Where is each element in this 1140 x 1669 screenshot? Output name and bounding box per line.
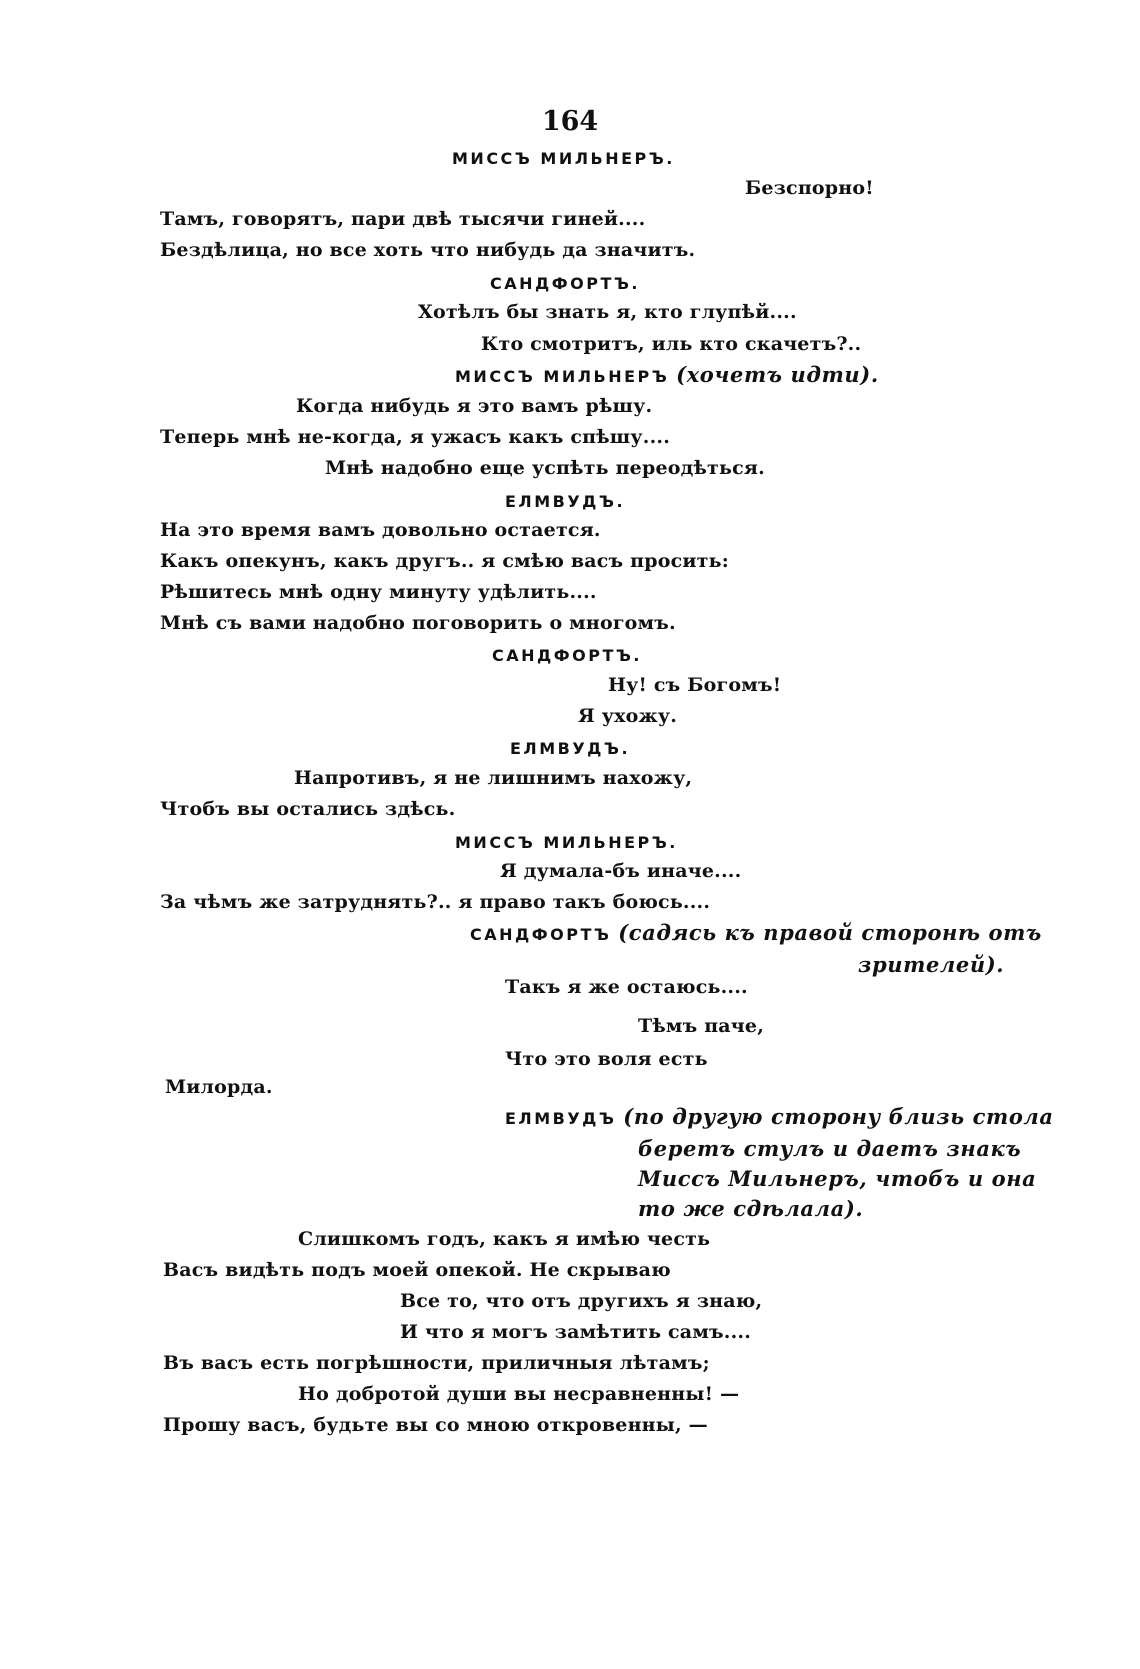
speaker-name: ЕЛМВУДЪ. <box>505 492 626 511</box>
verse-line: Хотѣлъ бы знать я, кто глупѣй.... <box>418 301 797 323</box>
verse-line: Когда нибудь я это вамъ рѣшу. <box>296 395 653 417</box>
verse-line: Мнѣ надобно еще успѣть переодѣться. <box>325 457 765 479</box>
speaker-name: САНДФОРТЪ <box>470 925 612 944</box>
verse-line: Въ васъ есть погрѣшности, приличныя лѣтамъ; <box>163 1352 710 1374</box>
verse-line: Бездѣлица, но все хоть что нибудь да значитъ. <box>160 239 696 261</box>
verse-line: Но добротой души вы несравненны! — <box>298 1383 740 1405</box>
stage-direction: беретъ стулъ и даетъ знакъ <box>638 1136 1022 1161</box>
verse-line: На это время вамъ довольно остается. <box>160 519 601 541</box>
stage-direction: Миссъ Мильнеръ, чтобъ и она <box>638 1166 1037 1191</box>
speaker-name: МИССЪ МИЛЬНЕРЪ. <box>452 149 675 168</box>
verse-line: Безспорно! <box>745 177 874 199</box>
speaker-name: ЕЛМВУДЪ. <box>510 739 631 758</box>
speaker-name: САНДФОРТЪ. <box>492 646 642 665</box>
verse-line: Тѣмъ паче, <box>638 1015 765 1037</box>
verse-line: Такъ я же остаюсь.... <box>505 976 748 998</box>
verse-line: Я думала-бъ иначе.... <box>500 860 742 882</box>
stage-direction: то же сдѣлала). <box>638 1196 864 1221</box>
verse-line: Я ухожу. <box>578 705 678 727</box>
stage-direction: (хочетъ идти). <box>676 362 879 387</box>
verse-line: Милорда. <box>165 1076 273 1098</box>
speaker-name: ЕЛМВУДЪ <box>505 1109 617 1128</box>
verse-line: Все то, что отъ другихъ я знаю, <box>400 1290 763 1312</box>
verse-line: Что это воля есть <box>505 1048 708 1070</box>
stage-direction: (садясь къ правой сторонѣ отъ <box>618 920 1042 945</box>
verse-line: Прошу васъ, будьте вы со мною откровенны, — <box>163 1414 708 1436</box>
page-number: 164 <box>541 106 599 137</box>
speaker-line <box>455 363 879 389</box>
verse-line: Рѣшитесь мнѣ одну минуту удѣлить.... <box>160 581 597 603</box>
verse-line: Напротивъ, я не лишнимъ нахожу, <box>294 767 693 789</box>
speaker-line <box>505 1105 1054 1131</box>
verse-line: И что я могъ замѣтить самъ.... <box>400 1321 752 1343</box>
verse-line: Мнѣ съ вами надобно поговорить о многомъ. <box>160 612 676 634</box>
speaker-line <box>470 921 1042 947</box>
verse-line: Кто смотритъ, иль кто скачетъ?.. <box>481 333 862 355</box>
stage-direction: (по другую сторону близь стола <box>623 1104 1054 1129</box>
verse-line: Чтобъ вы остались здѣсь. <box>160 798 456 820</box>
speaker-name: МИССЪ МИЛЬНЕРЪ. <box>455 833 678 852</box>
verse-line: Васъ видѣть подъ моей опекой. Не скрываю <box>163 1259 671 1281</box>
verse-line: Слишкомъ годъ, какъ я имѣю честь <box>298 1228 711 1250</box>
stage-direction: зрителей). <box>858 952 1005 977</box>
verse-line: Теперь мнѣ не-когда, я ужасъ какъ спѣшу.... <box>160 426 671 448</box>
speaker-name: САНДФОРТЪ. <box>490 274 640 293</box>
verse-line: Ну! съ Богомъ! <box>608 674 782 696</box>
verse-line: За чѣмъ же затруднять?.. я право такъ боюсь.... <box>160 891 711 913</box>
verse-line: Какъ опекунъ, какъ другъ.. я смѣю васъ просить: <box>160 550 729 572</box>
verse-line: Тамъ, говорятъ, пари двѣ тысячи гиней.... <box>160 208 646 230</box>
speaker-name: МИССЪ МИЛЬНЕРЪ <box>455 367 670 386</box>
